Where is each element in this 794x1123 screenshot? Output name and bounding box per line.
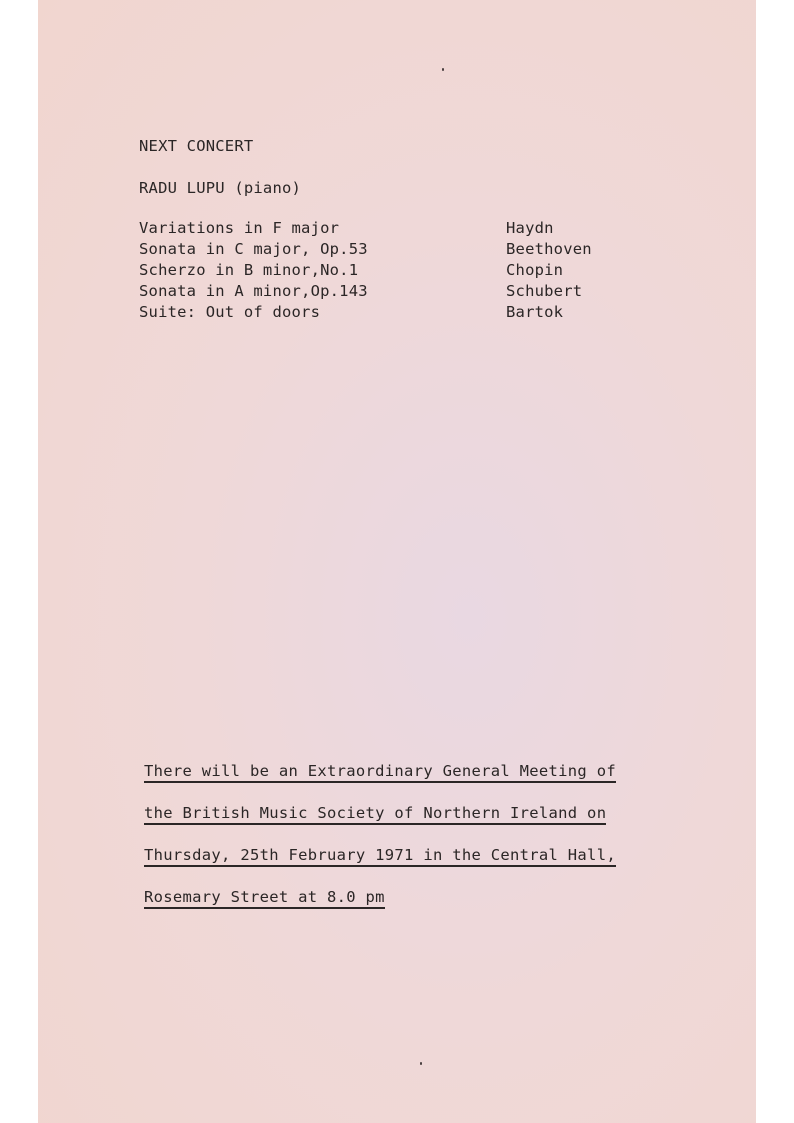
work-title: Sonata in C major, Op.53 xyxy=(139,240,368,258)
programme-item xyxy=(139,261,639,282)
notice-line: the British Music Society of Northern Ireland on xyxy=(144,802,704,844)
ink-speck xyxy=(442,68,444,71)
work-title: Suite: Out of doors xyxy=(139,303,321,321)
composer-name: Chopin xyxy=(506,261,564,279)
programme-item xyxy=(139,240,639,261)
performer: RADU LUPU (piano) xyxy=(139,179,302,197)
programme-item xyxy=(139,219,639,240)
document-page xyxy=(38,0,756,1123)
composer-name: Bartok xyxy=(506,303,564,321)
notice-line: There will be an Extraordinary General Meeting of xyxy=(144,760,704,802)
composer-name: Beethoven xyxy=(506,240,592,258)
composer-name: Schubert xyxy=(506,282,583,300)
programme-item xyxy=(139,282,639,303)
work-title: Variations in F major xyxy=(139,219,340,237)
ink-speck xyxy=(420,1062,422,1065)
composer-name: Haydn xyxy=(506,219,554,237)
work-title: Sonata in A minor,Op.143 xyxy=(139,282,368,300)
meeting-notice xyxy=(144,760,704,928)
work-title: Scherzo in B minor,No.1 xyxy=(139,261,359,279)
programme-list xyxy=(139,219,639,324)
notice-line: Rosemary Street at 8.0 pm xyxy=(144,886,704,928)
programme-item xyxy=(139,303,639,324)
notice-line: Thursday, 25th February 1971 in the Central Hall, xyxy=(144,844,704,886)
concert-heading: NEXT CONCERT xyxy=(139,137,254,155)
